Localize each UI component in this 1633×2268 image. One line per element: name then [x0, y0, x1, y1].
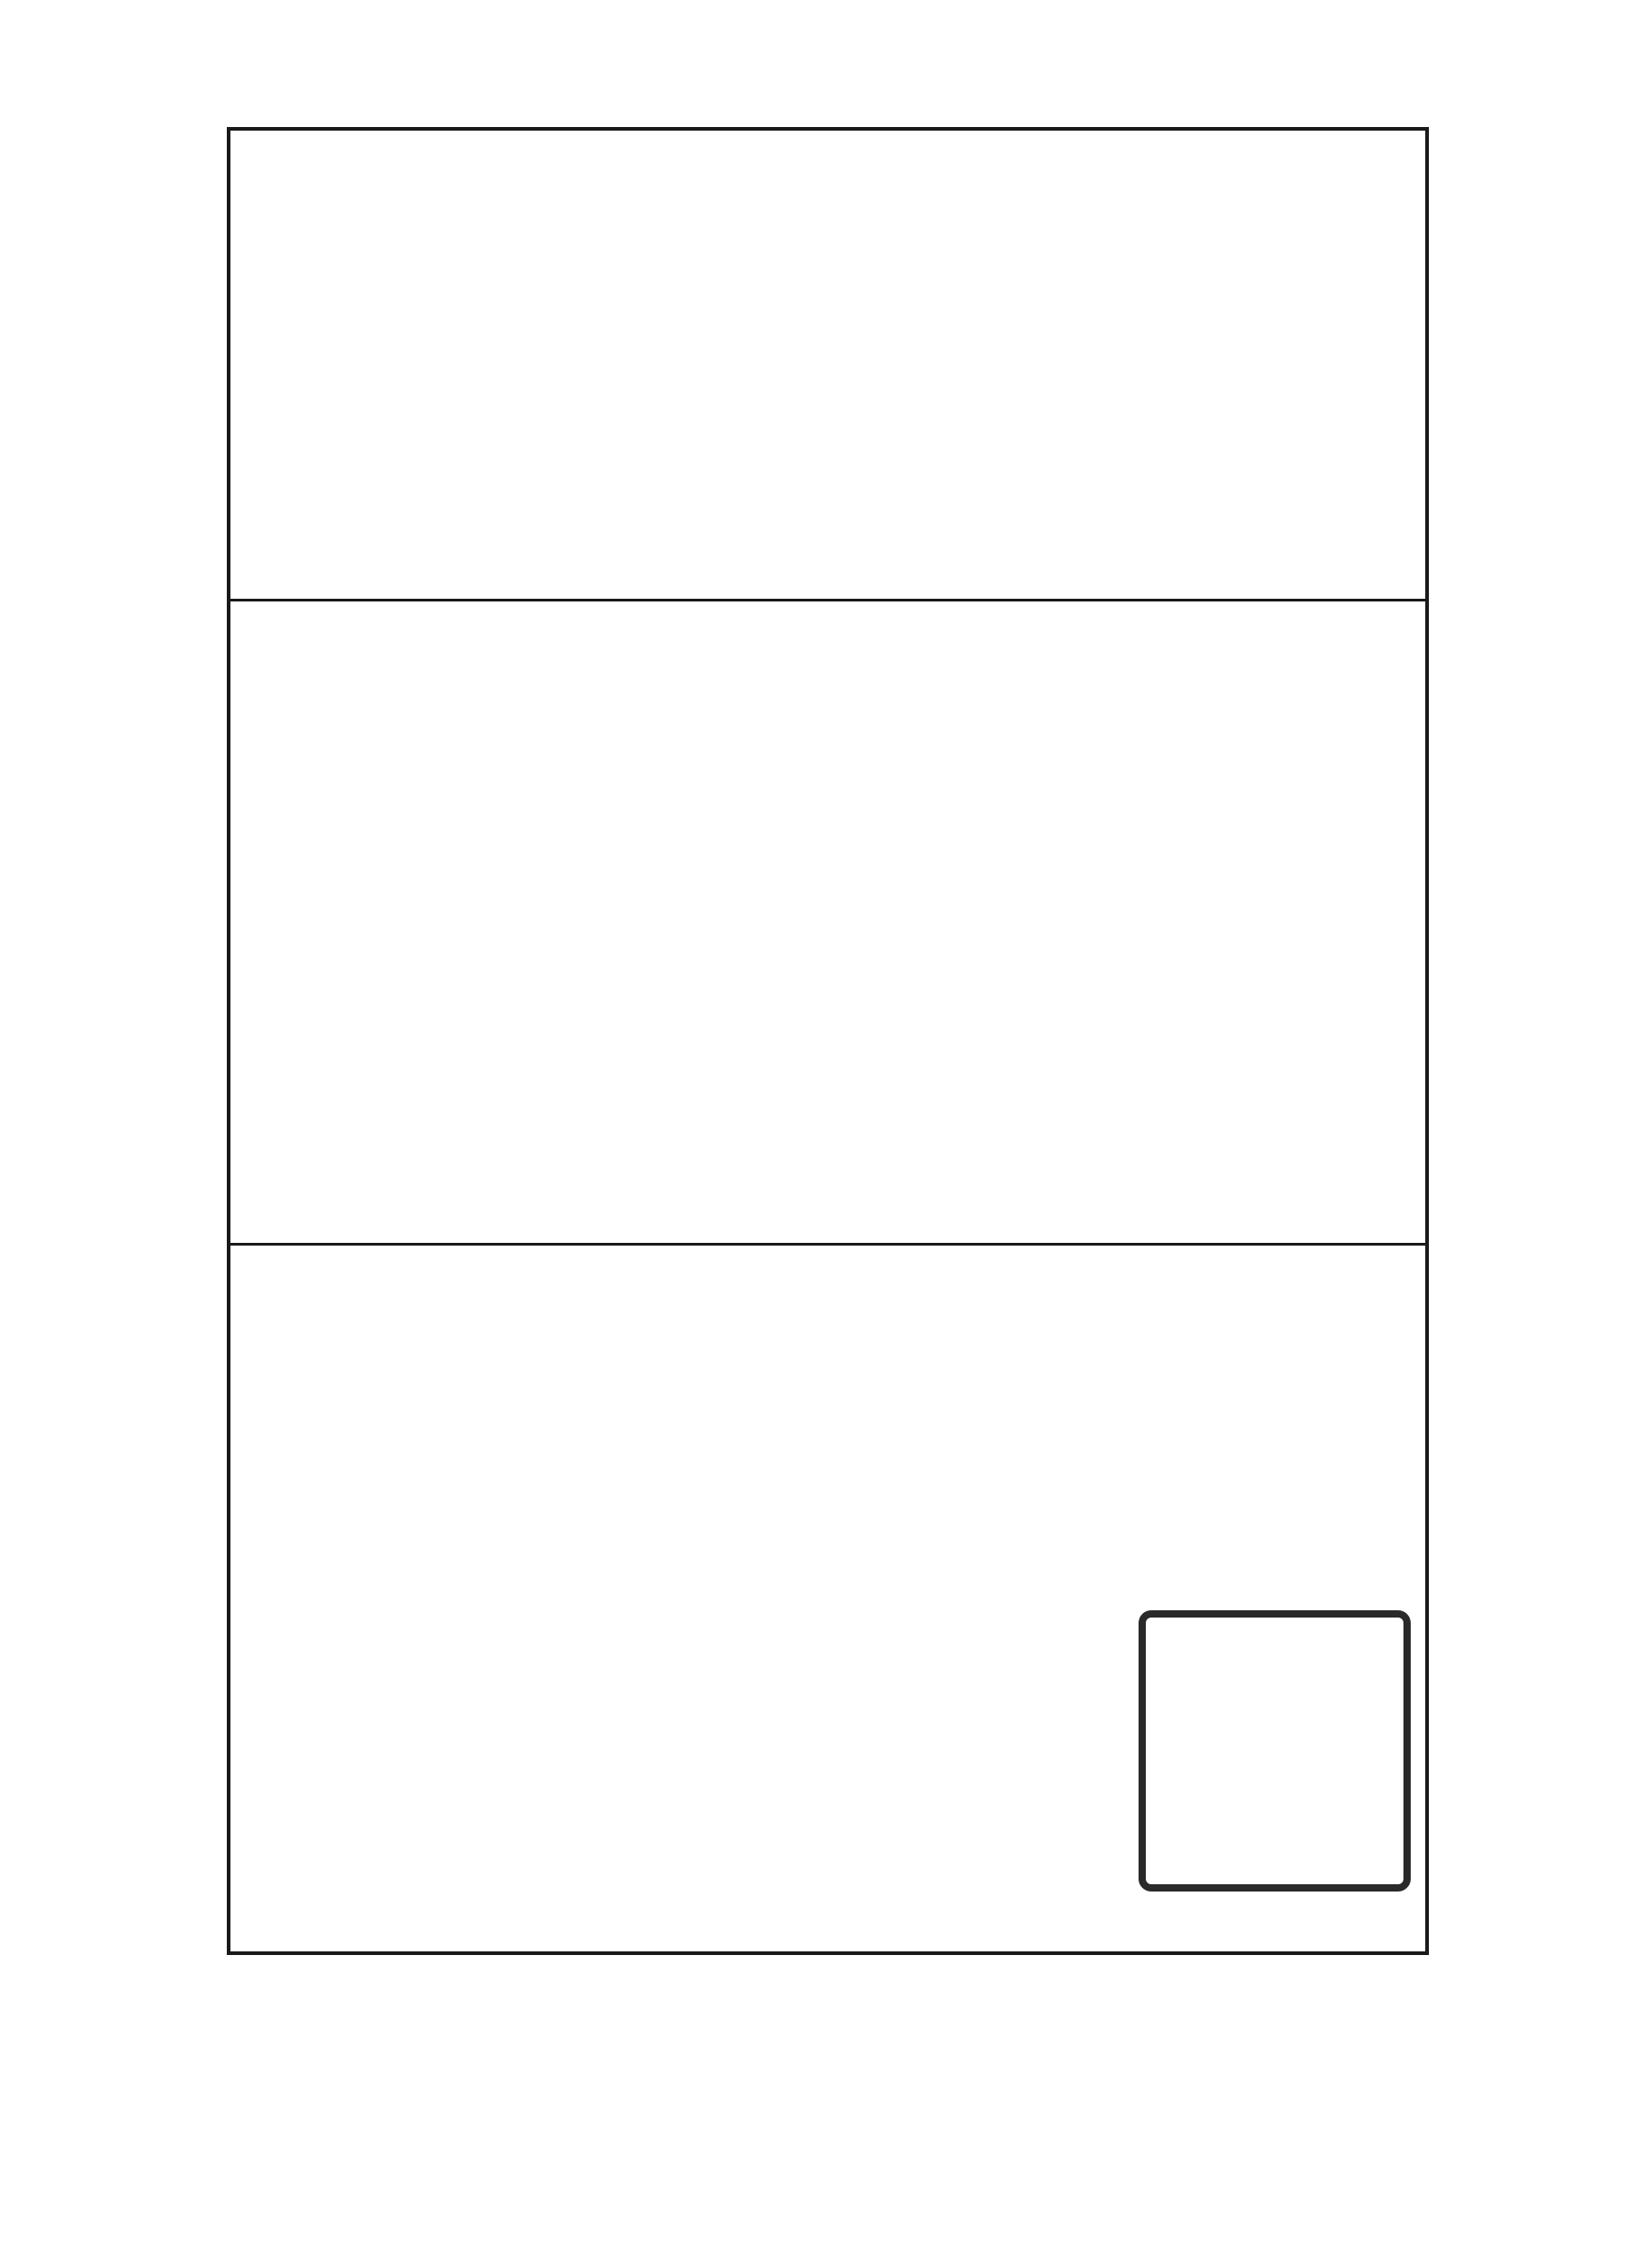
library-seal	[1139, 1610, 1411, 1892]
top-section-text	[238, 138, 1417, 591]
middle-section-text	[238, 610, 1417, 1236]
section-divider-top	[227, 599, 1429, 601]
seal-char	[1146, 1618, 1275, 1751]
seal-char	[1275, 1751, 1403, 1884]
seal-char	[1275, 1618, 1403, 1751]
seal-char	[1146, 1751, 1275, 1884]
section-divider-bottom	[227, 1243, 1429, 1246]
